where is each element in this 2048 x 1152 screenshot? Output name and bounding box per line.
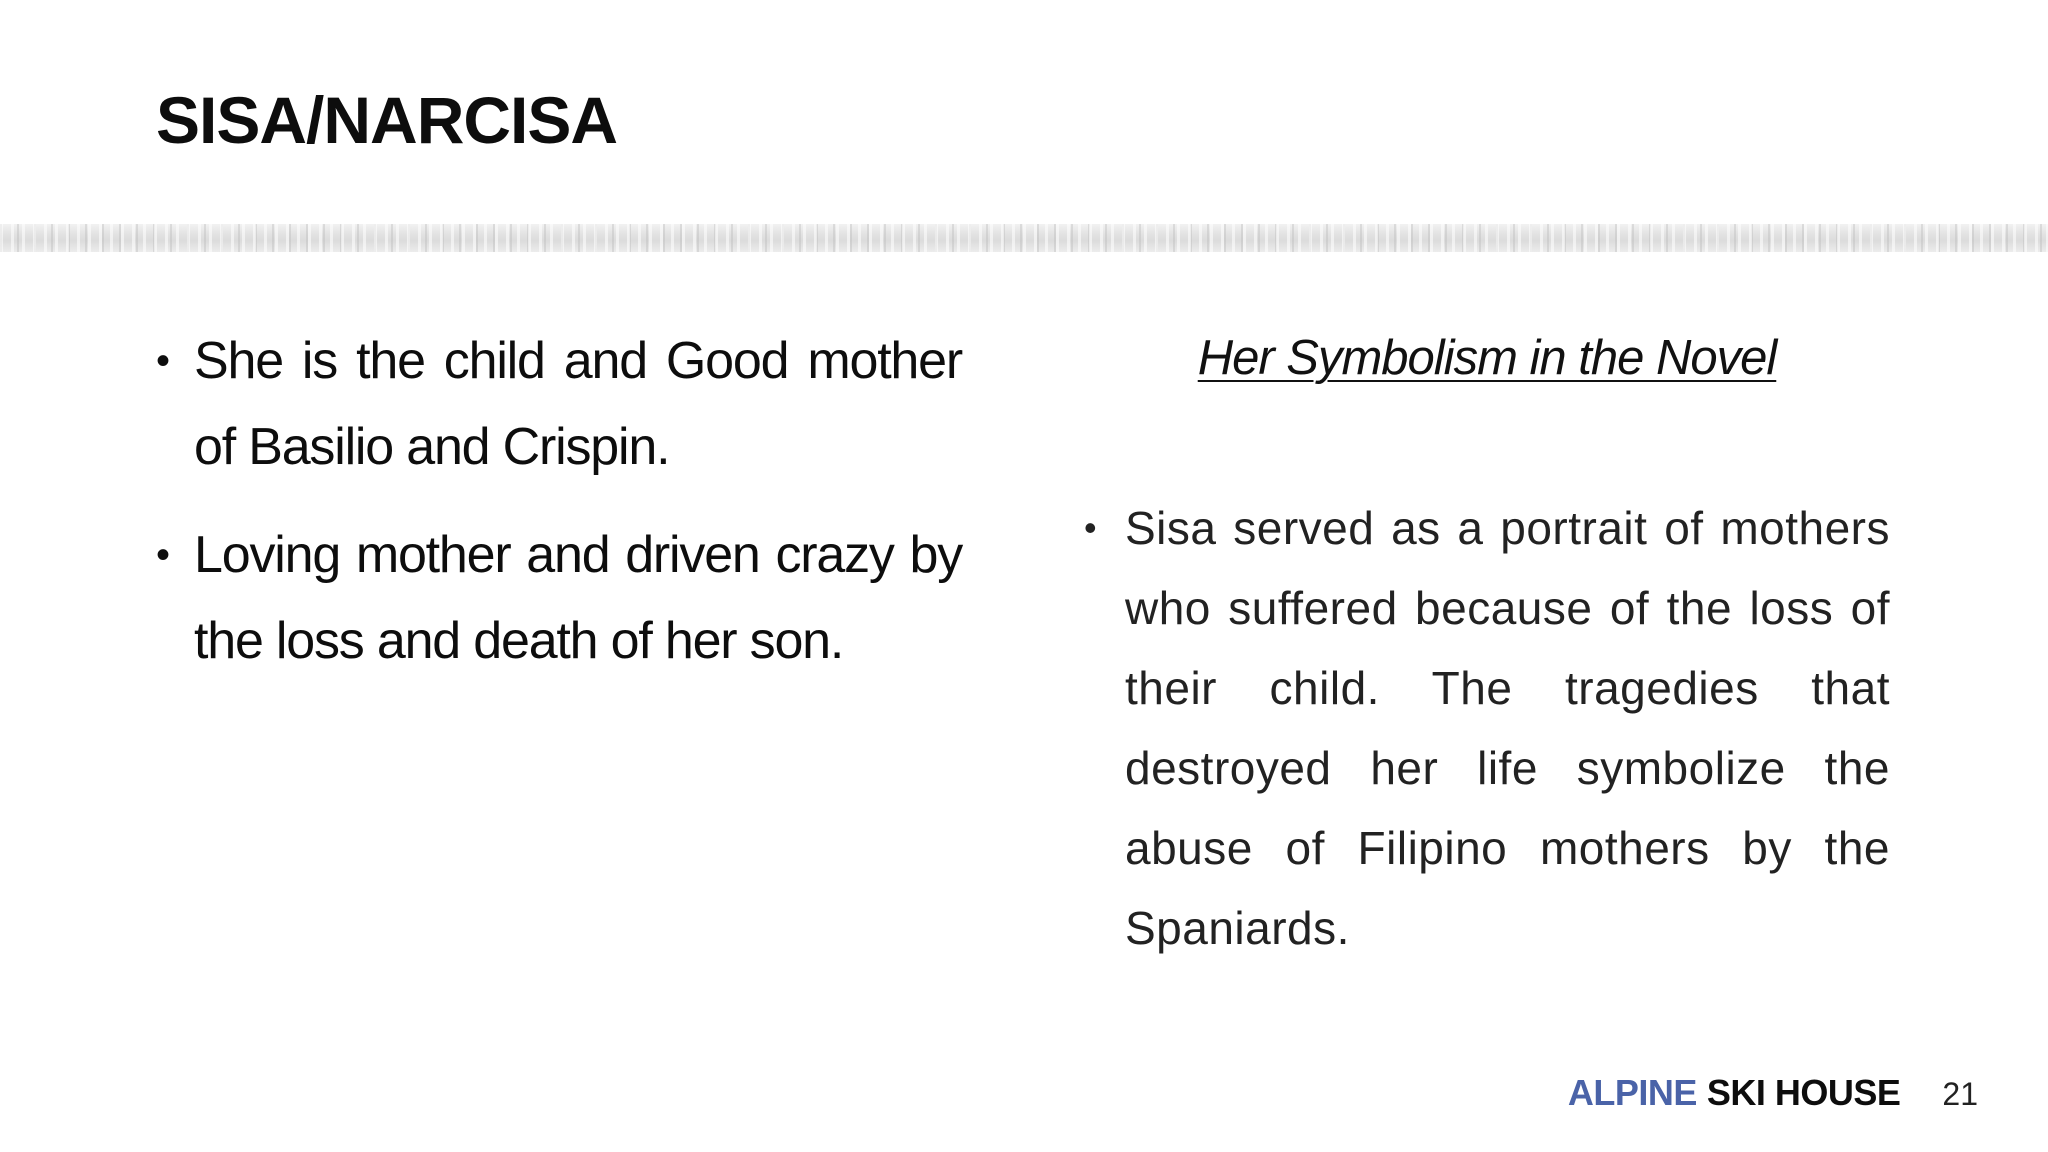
bullet-icon: • [156, 339, 169, 383]
bullet-item [156, 512, 962, 684]
right-bullet-list [1084, 488, 1890, 968]
brand-name-part1: ALPINE [1567, 1072, 1697, 1113]
brand-name-part2: SKI HOUSE [1706, 1072, 1901, 1113]
bullet-text: Loving mother and driven crazy by the loss and death of her son. [194, 526, 962, 670]
bullet-icon: • [156, 533, 169, 577]
slide-title: SISA/NARCISA [156, 83, 618, 157]
page-number: 21 [1942, 1076, 1978, 1112]
bullet-item [1084, 488, 1890, 968]
bullet-text: She is the child and Good mother of Basilio and Crispin. [194, 332, 962, 476]
decorative-texture-band [0, 224, 2048, 252]
symbolism-heading: Her Symbolism in the Novel [1197, 331, 1777, 385]
right-column [1084, 318, 1890, 968]
bullet-text: Sisa served as a portrait of mothers who suffered because of the loss of their child. The tragedies that destroyed her life symbolize the abuse of Filipino mothers by the Spaniards. [1125, 502, 1890, 954]
bullet-icon: • [1084, 507, 1098, 548]
bullet-item [156, 318, 962, 490]
left-bullet-list [156, 318, 962, 706]
footer [1568, 1072, 1978, 1114]
